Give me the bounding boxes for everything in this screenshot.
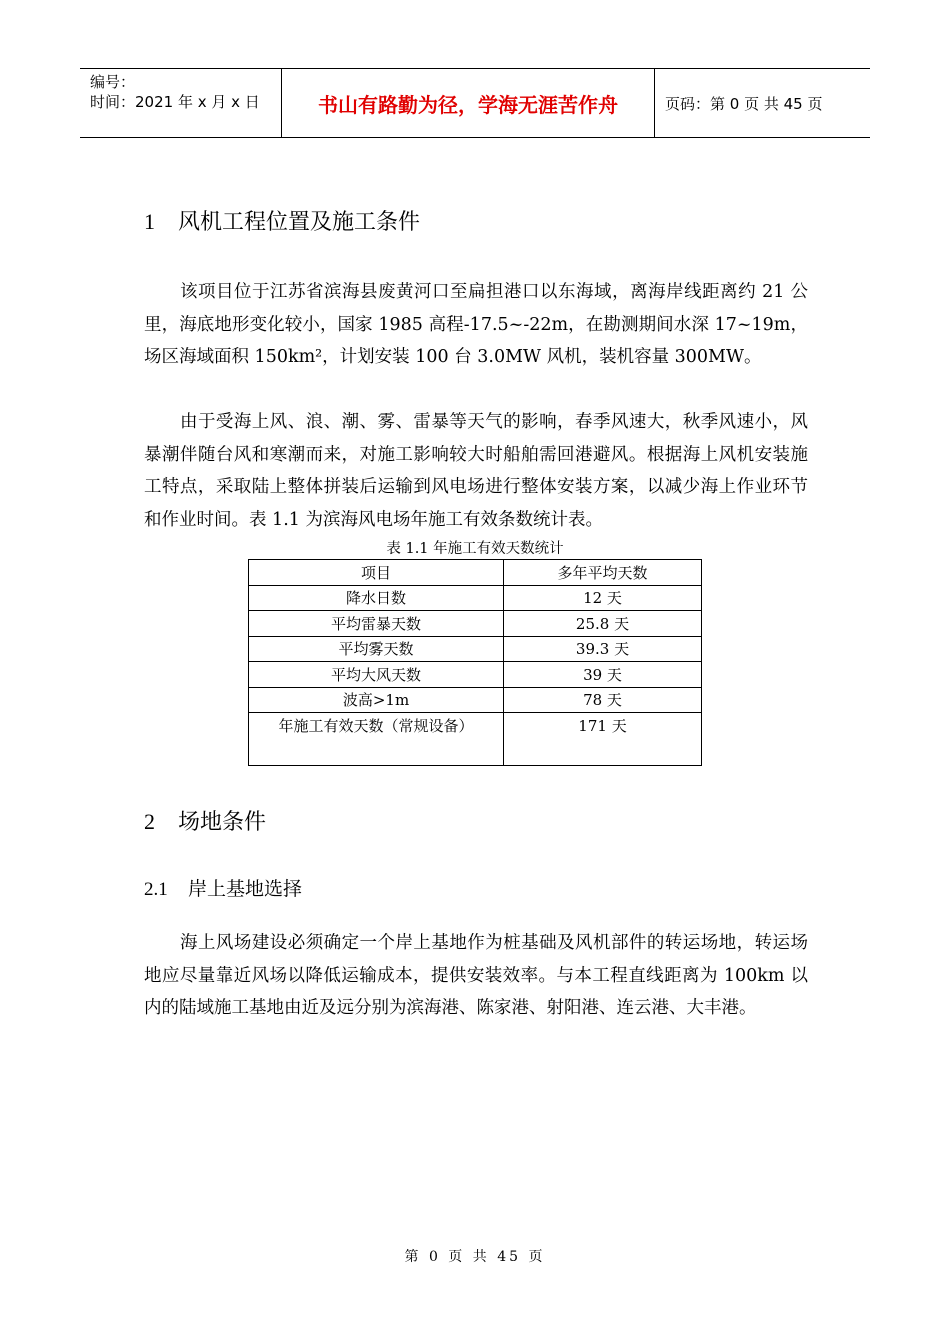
section-1-heading xyxy=(144,205,420,236)
section-title: 场地条件 xyxy=(178,810,267,835)
table-cell: 年施工有效天数（常规设备） xyxy=(249,713,504,766)
table-row xyxy=(249,713,702,766)
table-header-cell: 项目 xyxy=(249,560,504,586)
section-2-paragraph-1: 海上风场建设必须确定一个岸上基地作为桩基础及风机部件的转运场地，转运场地应尽量靠近风场以降低运输成本，提供安装效率。与本工程直线距离为 100km 以内的陆域施工基地由近及远分别为滨海港、陈家港、射阳港、连云港、大丰港。 xyxy=(144,933,808,1018)
table-cell: 39.3 天 xyxy=(504,636,702,662)
section-2-heading xyxy=(144,805,266,836)
table-header-cell: 多年平均天数 xyxy=(504,560,702,586)
section-title: 风机工程位置及施工条件 xyxy=(178,210,421,235)
subsection-2-1-heading xyxy=(144,874,302,901)
table-cell: 12 天 xyxy=(504,585,702,611)
table-cell: 平均雾天数 xyxy=(249,636,504,662)
page-footer: 第 0 页 共 45 页 xyxy=(404,1249,546,1265)
construction-days-table xyxy=(248,559,702,766)
table-header-row xyxy=(249,560,702,586)
table-row xyxy=(249,636,702,662)
table-cell: 171 天 xyxy=(504,713,702,766)
table-row xyxy=(249,585,702,611)
header-page-info: 页码：第 0 页 共 45 页 xyxy=(665,94,823,113)
section-1-paragraph-1: 该项目位于江苏省滨海县废黄河口至扁担港口以东海域，离海岸线距离约 21 公里，海底地形变化较小，国家 1985 高程-17.5~-22m，在勘测期间水深 17~19m，场区海域面积 150km²，计划安装 100 台 3.0MW 风机，装机容量 300MW。 xyxy=(144,282,808,367)
section-1-paragraph-2: 由于受海上风、浪、潮、雾、雷暴等天气的影响，春季风速大，秋季风速小，风暴潮伴随台风和寒潮而来，对施工影响较大时船舶需回港避风。根据海上风机安装施工特点，采取陆上整体拼装后运输到风电场进行整体安装方案，以减少海上作业环节和作业时间。表 1.1 为滨海风电场年施工有效条数统计表。 xyxy=(144,412,808,530)
table-cell: 平均大风天数 xyxy=(249,662,504,688)
table-caption: 表 1.1 年施工有效天数统计 xyxy=(386,541,564,557)
table-row xyxy=(249,687,702,713)
subsection-number: 2.1 xyxy=(144,879,168,900)
table-cell: 25.8 天 xyxy=(504,611,702,637)
page-header xyxy=(80,68,870,138)
header-slogan: 书山有路勤为径，学海无涯苦作舟 xyxy=(282,69,655,137)
table-row xyxy=(249,662,702,688)
section-number: 2 xyxy=(144,809,155,834)
table-cell: 波高>1m xyxy=(249,687,504,713)
table-cell: 降水日数 xyxy=(249,585,504,611)
table-cell: 平均雷暴天数 xyxy=(249,611,504,637)
table-cell: 39 天 xyxy=(504,662,702,688)
subsection-title: 岸上基地选择 xyxy=(188,878,303,900)
table-row xyxy=(249,611,702,637)
section-number: 1 xyxy=(144,209,155,234)
header-time: 时间：2021 年 x 月 x 日 xyxy=(90,93,260,111)
header-meta xyxy=(80,69,282,137)
table-cell: 78 天 xyxy=(504,687,702,713)
header-code-label: 编号： xyxy=(90,73,136,91)
